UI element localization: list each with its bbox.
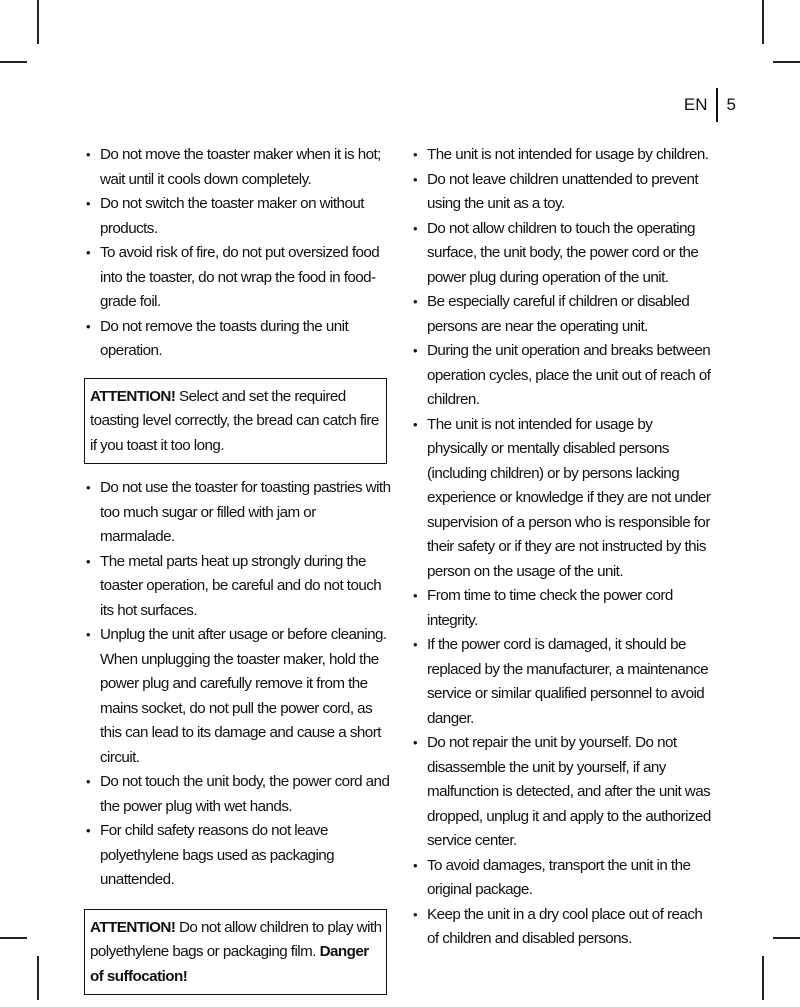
crop-mark-bottom-left [37, 956, 39, 1000]
list-item: • Do not touch the unit body, the power cord and the power plug with wet hands. [86, 770, 392, 819]
list-item: • Do not remove the toasts during the unit operation. [86, 315, 392, 364]
attention-box-fire [84, 378, 387, 465]
list-item: • To avoid damages, transport the unit in the original package. [413, 854, 714, 903]
list-item: • Do not switch the toaster maker on without products. [86, 192, 392, 241]
bullet-icon: • [413, 294, 418, 309]
crop-mark-top-right-h [773, 61, 800, 63]
crop-mark-top-left [37, 0, 39, 44]
attention-box-suffocation [84, 909, 387, 996]
bullet-icon: • [86, 196, 91, 211]
attention-label: ATTENTION! [90, 918, 176, 936]
crop-mark-bottom-right-h [773, 937, 800, 939]
attention-text: Select and set the required toasting level correctly, the bread can catch fire if you toast it too long. [90, 387, 379, 454]
right-column [413, 143, 714, 952]
list-item: • Do not move the toaster maker when it is hot; wait until it cools down completely. [86, 143, 392, 192]
list-item: • From time to time check the power cord integrity. [413, 584, 714, 633]
list-item: • Do not use the toaster for toasting pastries with too much sugar or filled with jam or marmalade. [86, 476, 392, 550]
bullet-icon: • [86, 774, 91, 789]
bullet-icon: • [86, 627, 91, 642]
bullet-icon: • [86, 823, 91, 838]
safety-list-1 [86, 143, 392, 364]
bullet-icon: • [86, 318, 91, 334]
list-item: • Do not allow children to touch the operating surface, the unit body, the power cord or the power plug during operation of the unit. [413, 217, 714, 291]
crop-mark-bottom-left-h [0, 937, 27, 939]
attention-text: Do not allow children to play with polyethylene bags or packaging film. [90, 918, 382, 960]
bullet-icon: • [413, 637, 418, 652]
bullet-icon: • [413, 588, 418, 603]
bullet-icon: • [413, 735, 418, 750]
list-item: • To avoid risk of fire, do not put oversized food into the toaster, do not wrap the food in food-grade foil. [86, 241, 392, 315]
bullet-icon: • [413, 171, 418, 187]
language-code: EN [683, 95, 708, 114]
list-item: • Do not repair the unit by yourself. Do not disassemble the unit by yourself, if any malfunction is detected, and after the unit was dropped, unplug it and apply to the authorized service center. [413, 731, 714, 854]
list-item: • The metal parts heat up strongly during the toaster operation, be careful and do not touch its hot surfaces. [86, 550, 392, 624]
bullet-icon: • [413, 857, 418, 873]
list-item: • The unit is not intended for usage by physically or mentally disabled persons (including children) or by persons lacking experience or knowledge if they are not under supervision of a person who is responsible for their safety or if they are not instructed by this person on the usage of the unit. [413, 413, 714, 585]
bullet-icon: • [413, 220, 418, 236]
bullet-icon: • [86, 480, 91, 495]
bullet-icon: • [86, 553, 91, 569]
bullet-icon: • [413, 416, 418, 432]
list-item: • Do not leave children unattended to prevent using the unit as a toy. [413, 168, 714, 217]
attention-emphasis: Danger of suffocation! [90, 943, 369, 985]
bullet-icon: • [413, 906, 418, 922]
bullet-icon: • [86, 147, 91, 162]
attention-label: ATTENTION! [90, 387, 176, 405]
safety-list-2 [86, 476, 392, 893]
list-item: • Be especially careful if children or disabled persons are near the operating unit. [413, 290, 714, 339]
crop-mark-bottom-right [762, 956, 764, 1000]
crop-mark-top-left-h [0, 61, 27, 63]
list-item: • Unplug the unit after usage or before cleaning. When unplugging the toaster maker, hold the power plug and carefully remove it from the mains socket, do not pull the power cord, as this can lead to its damage and cause a short circuit. [86, 623, 392, 770]
list-item: • If the power cord is damaged, it should be replaced by the manufacturer, a maintenance service or similar qualified personnel to avoid danger. [413, 633, 714, 731]
list-item: • Keep the unit in a dry cool place out of reach of children and disabled persons. [413, 903, 714, 952]
list-item: • The unit is not intended for usage by children. [413, 143, 714, 168]
bullet-icon: • [86, 245, 91, 260]
safety-list-3 [413, 143, 714, 952]
crop-mark-top-right [762, 0, 764, 44]
page-number: 5 [726, 95, 736, 114]
list-item: • During the unit operation and breaks between operation cycles, place the unit out of reach of children. [413, 339, 714, 413]
left-column [86, 143, 392, 1007]
page-header [684, 88, 736, 122]
bullet-icon: • [413, 147, 418, 162]
list-item: • For child safety reasons do not leave polyethylene bags used as packaging unattended. [86, 819, 392, 893]
bullet-icon: • [413, 343, 418, 358]
